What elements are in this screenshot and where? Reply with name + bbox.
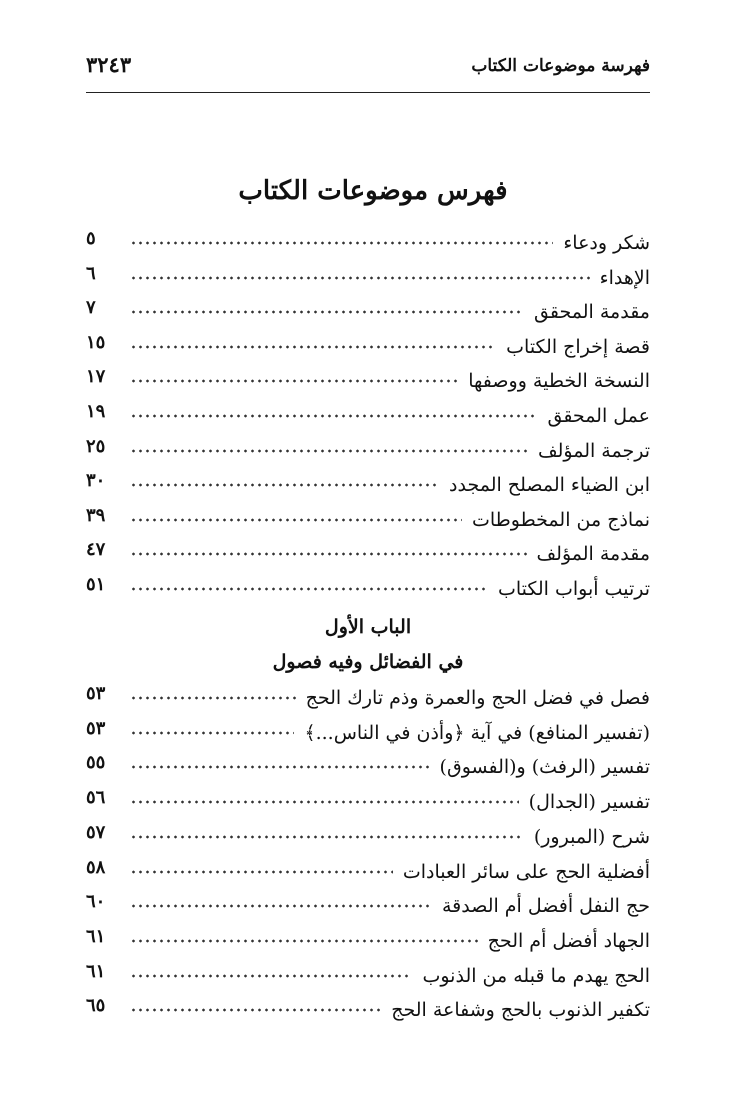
- dot-leader: [130, 586, 488, 592]
- toc-entry-page: ٦٥: [86, 995, 106, 1017]
- dot-leader: [130, 517, 462, 523]
- chapter-subtitle: في الفضائل وفيه فصول: [272, 651, 464, 673]
- toc-entry-page: ١٧: [86, 366, 106, 388]
- toc-entry-page: ٥٣: [86, 683, 106, 704]
- toc-entry-title: شرح (المبرور): [533, 825, 650, 848]
- toc-entry-page: ٧: [86, 297, 96, 319]
- toc-entry-title: قصة إخراج الكتاب: [506, 335, 650, 358]
- toc-entry-page: ٦١: [86, 960, 106, 982]
- toc-entry-page: ٥: [86, 228, 96, 249]
- dot-leader: [130, 448, 528, 454]
- dot-leader: [130, 938, 478, 944]
- toc-entry: [86, 889, 650, 923]
- toc-entry-title: تفسير (الرفث) و(الفسوق): [439, 756, 650, 779]
- toc-entry: [86, 572, 650, 606]
- toc-entry: [86, 503, 650, 537]
- toc-entry: [86, 295, 650, 329]
- dot-leader: [130, 275, 590, 281]
- dot-leader: [130, 551, 527, 557]
- toc-entry-page: ١٩: [86, 401, 106, 422]
- toc-entry-title: تكفير الذنوب بالحج وشفاعة الحج: [391, 999, 650, 1022]
- page-title: فهرس موضوعات الكتاب: [238, 176, 508, 206]
- toc-entry: [86, 330, 650, 364]
- toc-entry: [86, 750, 650, 784]
- dot-leader: [130, 240, 553, 246]
- toc-entry: [86, 959, 650, 993]
- toc-entry: [86, 716, 650, 750]
- toc-entry-page: ٥٨: [86, 856, 106, 878]
- toc-entry: [86, 364, 650, 398]
- toc-entry-page: ٤٧: [86, 539, 106, 561]
- dot-leader: [130, 834, 524, 840]
- dot-leader: [130, 309, 524, 315]
- dot-leader: [130, 869, 393, 875]
- toc-entry: [86, 785, 650, 819]
- toc-entry-page: ١٥: [86, 331, 106, 353]
- dot-leader: [130, 378, 458, 384]
- dot-leader: [130, 695, 296, 701]
- dot-leader: [130, 413, 537, 419]
- toc-entry-page: ٥٣: [86, 717, 106, 739]
- toc-entry-title: حج النفل أفضل أم الصدقة: [441, 895, 650, 918]
- toc-entry-page: ٥٦: [86, 787, 106, 809]
- dot-leader: [130, 482, 439, 488]
- toc-entry-title: عمل المحقق: [547, 405, 650, 427]
- dot-leader: [130, 903, 432, 909]
- toc-entry-page: ٦٠: [86, 891, 106, 913]
- toc-entry-page: ٥٧: [86, 821, 106, 843]
- toc-entry: [86, 924, 650, 958]
- toc-entry-title: فصل في فضل الحج والعمرة وذم تارك الحج: [305, 687, 650, 709]
- toc-entry-title: (تفسير المنافع) في آية ﴿وأذن في الناس...﴾: [304, 721, 650, 744]
- toc-entry-page: ٢٥: [86, 435, 106, 457]
- toc-entry-title: الحج يهدم ما قبله من الذنوب: [422, 964, 650, 987]
- toc-entry-title: النسخة الخطية ووصفها: [468, 370, 650, 393]
- toc-entry: [86, 226, 650, 260]
- dot-leader: [130, 799, 519, 805]
- toc-entry-page: ٥٥: [86, 752, 106, 774]
- toc-entry: [86, 820, 650, 854]
- toc-entry-page: ٣٩: [86, 504, 106, 526]
- toc-entry-title: ترتيب أبواب الكتاب: [497, 578, 650, 600]
- toc-entry-title: الإهداء: [599, 266, 650, 289]
- toc-entry: [86, 537, 650, 571]
- toc-entry: [86, 399, 650, 433]
- dot-leader: [130, 1007, 381, 1013]
- header-page-number: ٣٢٤٣: [86, 52, 132, 77]
- dot-leader: [130, 344, 496, 350]
- toc-entry-title: نماذج من المخطوطات: [471, 508, 650, 531]
- toc-entry: [86, 681, 650, 715]
- toc-entry-page: ٣٠: [86, 470, 106, 492]
- toc-entry: [86, 434, 650, 468]
- toc-entry-page: ٦١: [86, 925, 106, 947]
- toc-entry: [86, 993, 650, 1027]
- dot-leader: [130, 730, 294, 736]
- toc-entry-page: ٥١: [86, 574, 106, 595]
- header-title: فهرسة موضوعات الكتاب: [471, 56, 650, 76]
- running-header: [86, 52, 650, 93]
- toc-entry: [86, 855, 650, 889]
- toc-entry-page: ٦: [86, 262, 96, 284]
- chapter-heading: الباب الأول: [324, 616, 412, 638]
- dot-leader: [130, 764, 430, 770]
- toc-entry-title: مقدمة المؤلف: [536, 543, 650, 566]
- toc-entry-title: الجهاد أفضل أم الحج: [487, 929, 650, 952]
- toc-entry-title: شكر ودعاء: [563, 232, 650, 254]
- dot-leader: [130, 973, 412, 979]
- toc-entry-title: ابن الضياء المصلح المجدد: [449, 474, 650, 497]
- toc-entry: [86, 261, 650, 295]
- toc-entry-title: مقدمة المحقق: [534, 301, 650, 324]
- toc-entry-title: تفسير (الجدال): [528, 791, 650, 814]
- toc-entry-title: ترجمة المؤلف: [537, 439, 650, 462]
- toc-entry: [86, 468, 650, 502]
- toc-entry-title: أفضلية الحج على سائر العبادات: [402, 860, 650, 883]
